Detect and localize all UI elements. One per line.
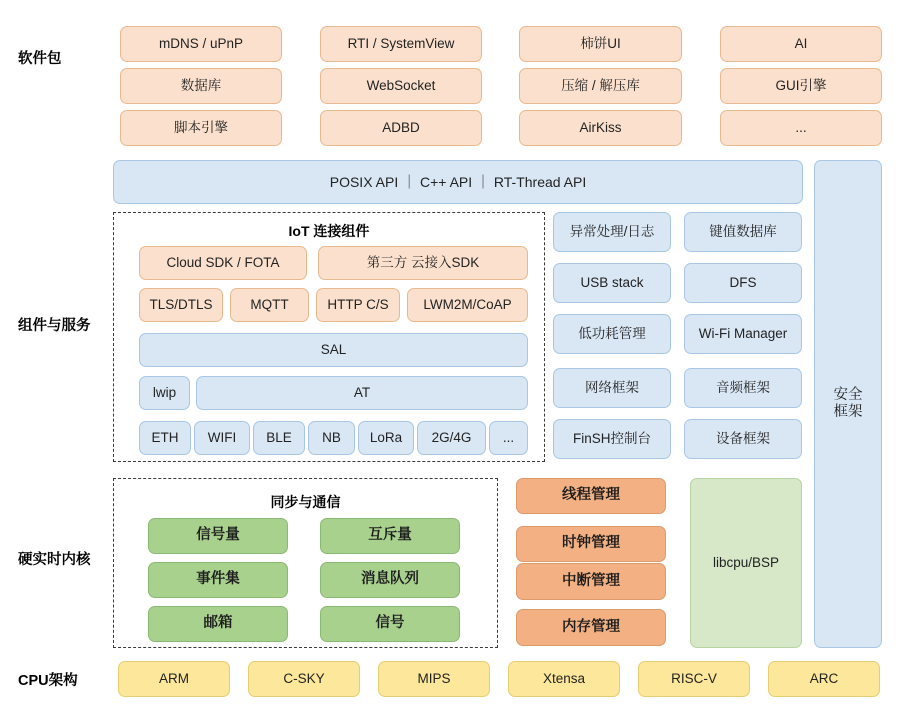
kernel-message-queue[interactable]: 消息队列 (320, 562, 460, 598)
service-usb-stack[interactable]: USB stack (553, 263, 671, 303)
package-mdns-upnp[interactable]: mDNS / uPnP (120, 26, 282, 62)
service-exception-log[interactable]: 异常处理/日志 (553, 212, 671, 252)
kernel-interrupt-management[interactable]: 中断管理 (516, 563, 666, 600)
kernel-semaphore[interactable]: 信号量 (148, 518, 288, 554)
service-dfs[interactable]: DFS (684, 263, 802, 303)
kernel-mutex[interactable]: 互斥量 (320, 518, 460, 554)
iot-connectivity-title: IoT 连接组件 (288, 223, 370, 239)
cpu-arc[interactable]: ARC (768, 661, 880, 697)
kernel-signal[interactable]: 信号 (320, 606, 460, 642)
cpu-xtensa[interactable]: Xtensa (508, 661, 620, 697)
iot-http-cs[interactable]: HTTP C/S (316, 288, 400, 322)
package-airkiss[interactable]: AirKiss (519, 110, 682, 146)
security-framework-line1: 安全 (833, 386, 863, 403)
row-label-software-packages: 软件包 (18, 51, 62, 67)
package-rti-systemview[interactable]: RTI / SystemView (320, 26, 482, 62)
row-label-hard-realtime-kernel: 硬实时内核 (18, 552, 91, 568)
package-gui-engine[interactable]: GUI引擎 (720, 68, 882, 104)
iot-link-wifi[interactable]: WIFI (194, 421, 250, 455)
service-device-framework[interactable]: 设备框架 (684, 419, 802, 459)
libcpu-bsp[interactable]: libcpu/BSP (690, 478, 802, 648)
security-framework-line2: 框架 (833, 404, 863, 420)
package-compression[interactable]: 压缩 / 解压库 (519, 68, 682, 104)
iot-third-party-cloud-sdk[interactable]: 第三方 云接入SDK (318, 246, 528, 280)
iot-lwm2m-coap[interactable]: LWM2M/CoAP (407, 288, 528, 322)
sync-communication-title: 同步与通信 (270, 494, 341, 510)
kernel-mailbox[interactable]: 邮箱 (148, 606, 288, 642)
iot-link-eth[interactable]: ETH (139, 421, 191, 455)
kernel-memory-management[interactable]: 内存管理 (516, 609, 666, 646)
security-framework[interactable] (814, 160, 882, 648)
package-websocket[interactable]: WebSocket (320, 68, 482, 104)
service-low-power[interactable]: 低功耗管理 (553, 314, 671, 354)
cpu-riscv[interactable]: RISC-V (638, 661, 750, 697)
cpu-arm[interactable]: ARM (118, 661, 230, 697)
package-more[interactable]: ... (720, 110, 882, 146)
package-database[interactable]: 数据库 (120, 68, 282, 104)
iot-link-lora[interactable]: LoRa (358, 421, 414, 455)
iot-at[interactable]: AT (196, 376, 528, 410)
service-kv-database[interactable]: 键值数据库 (684, 212, 802, 252)
row-label-components-services: 组件与服务 (18, 318, 91, 334)
package-ai[interactable]: AI (720, 26, 882, 62)
package-adbd[interactable]: ADBD (320, 110, 482, 146)
kernel-thread-management[interactable]: 线程管理 (516, 478, 666, 514)
iot-link-ble[interactable]: BLE (253, 421, 305, 455)
iot-cloud-sdk-fota[interactable]: Cloud SDK / FOTA (139, 246, 307, 280)
kernel-clock-management[interactable]: 时钟管理 (516, 526, 666, 562)
iot-link-nb[interactable]: NB (308, 421, 355, 455)
kernel-event-set[interactable]: 事件集 (148, 562, 288, 598)
package-persimmon-ui[interactable]: 柿饼UI (519, 26, 682, 62)
iot-lwip[interactable]: lwip (139, 376, 190, 410)
iot-link-more[interactable]: ... (489, 421, 528, 455)
row-label-cpu-architecture: CPU架构 (18, 673, 78, 689)
iot-sal[interactable]: SAL (139, 333, 528, 367)
service-audio-framework[interactable]: 音频框架 (684, 368, 802, 408)
package-script-engine[interactable]: 脚本引擎 (120, 110, 282, 146)
api-bar: POSIX API ｜ C++ API ｜ RT-Thread API (113, 160, 803, 204)
cpu-mips[interactable]: MIPS (378, 661, 490, 697)
cpu-csky[interactable]: C-SKY (248, 661, 360, 697)
iot-mqtt[interactable]: MQTT (230, 288, 309, 322)
iot-tls-dtls[interactable]: TLS/DTLS (139, 288, 223, 322)
service-network-framework[interactable]: 网络框架 (553, 368, 671, 408)
service-wifi-manager[interactable]: Wi-Fi Manager (684, 314, 802, 354)
iot-link-2g-4g[interactable]: 2G/4G (417, 421, 486, 455)
service-finsh-console[interactable]: FinSH控制台 (553, 419, 671, 459)
